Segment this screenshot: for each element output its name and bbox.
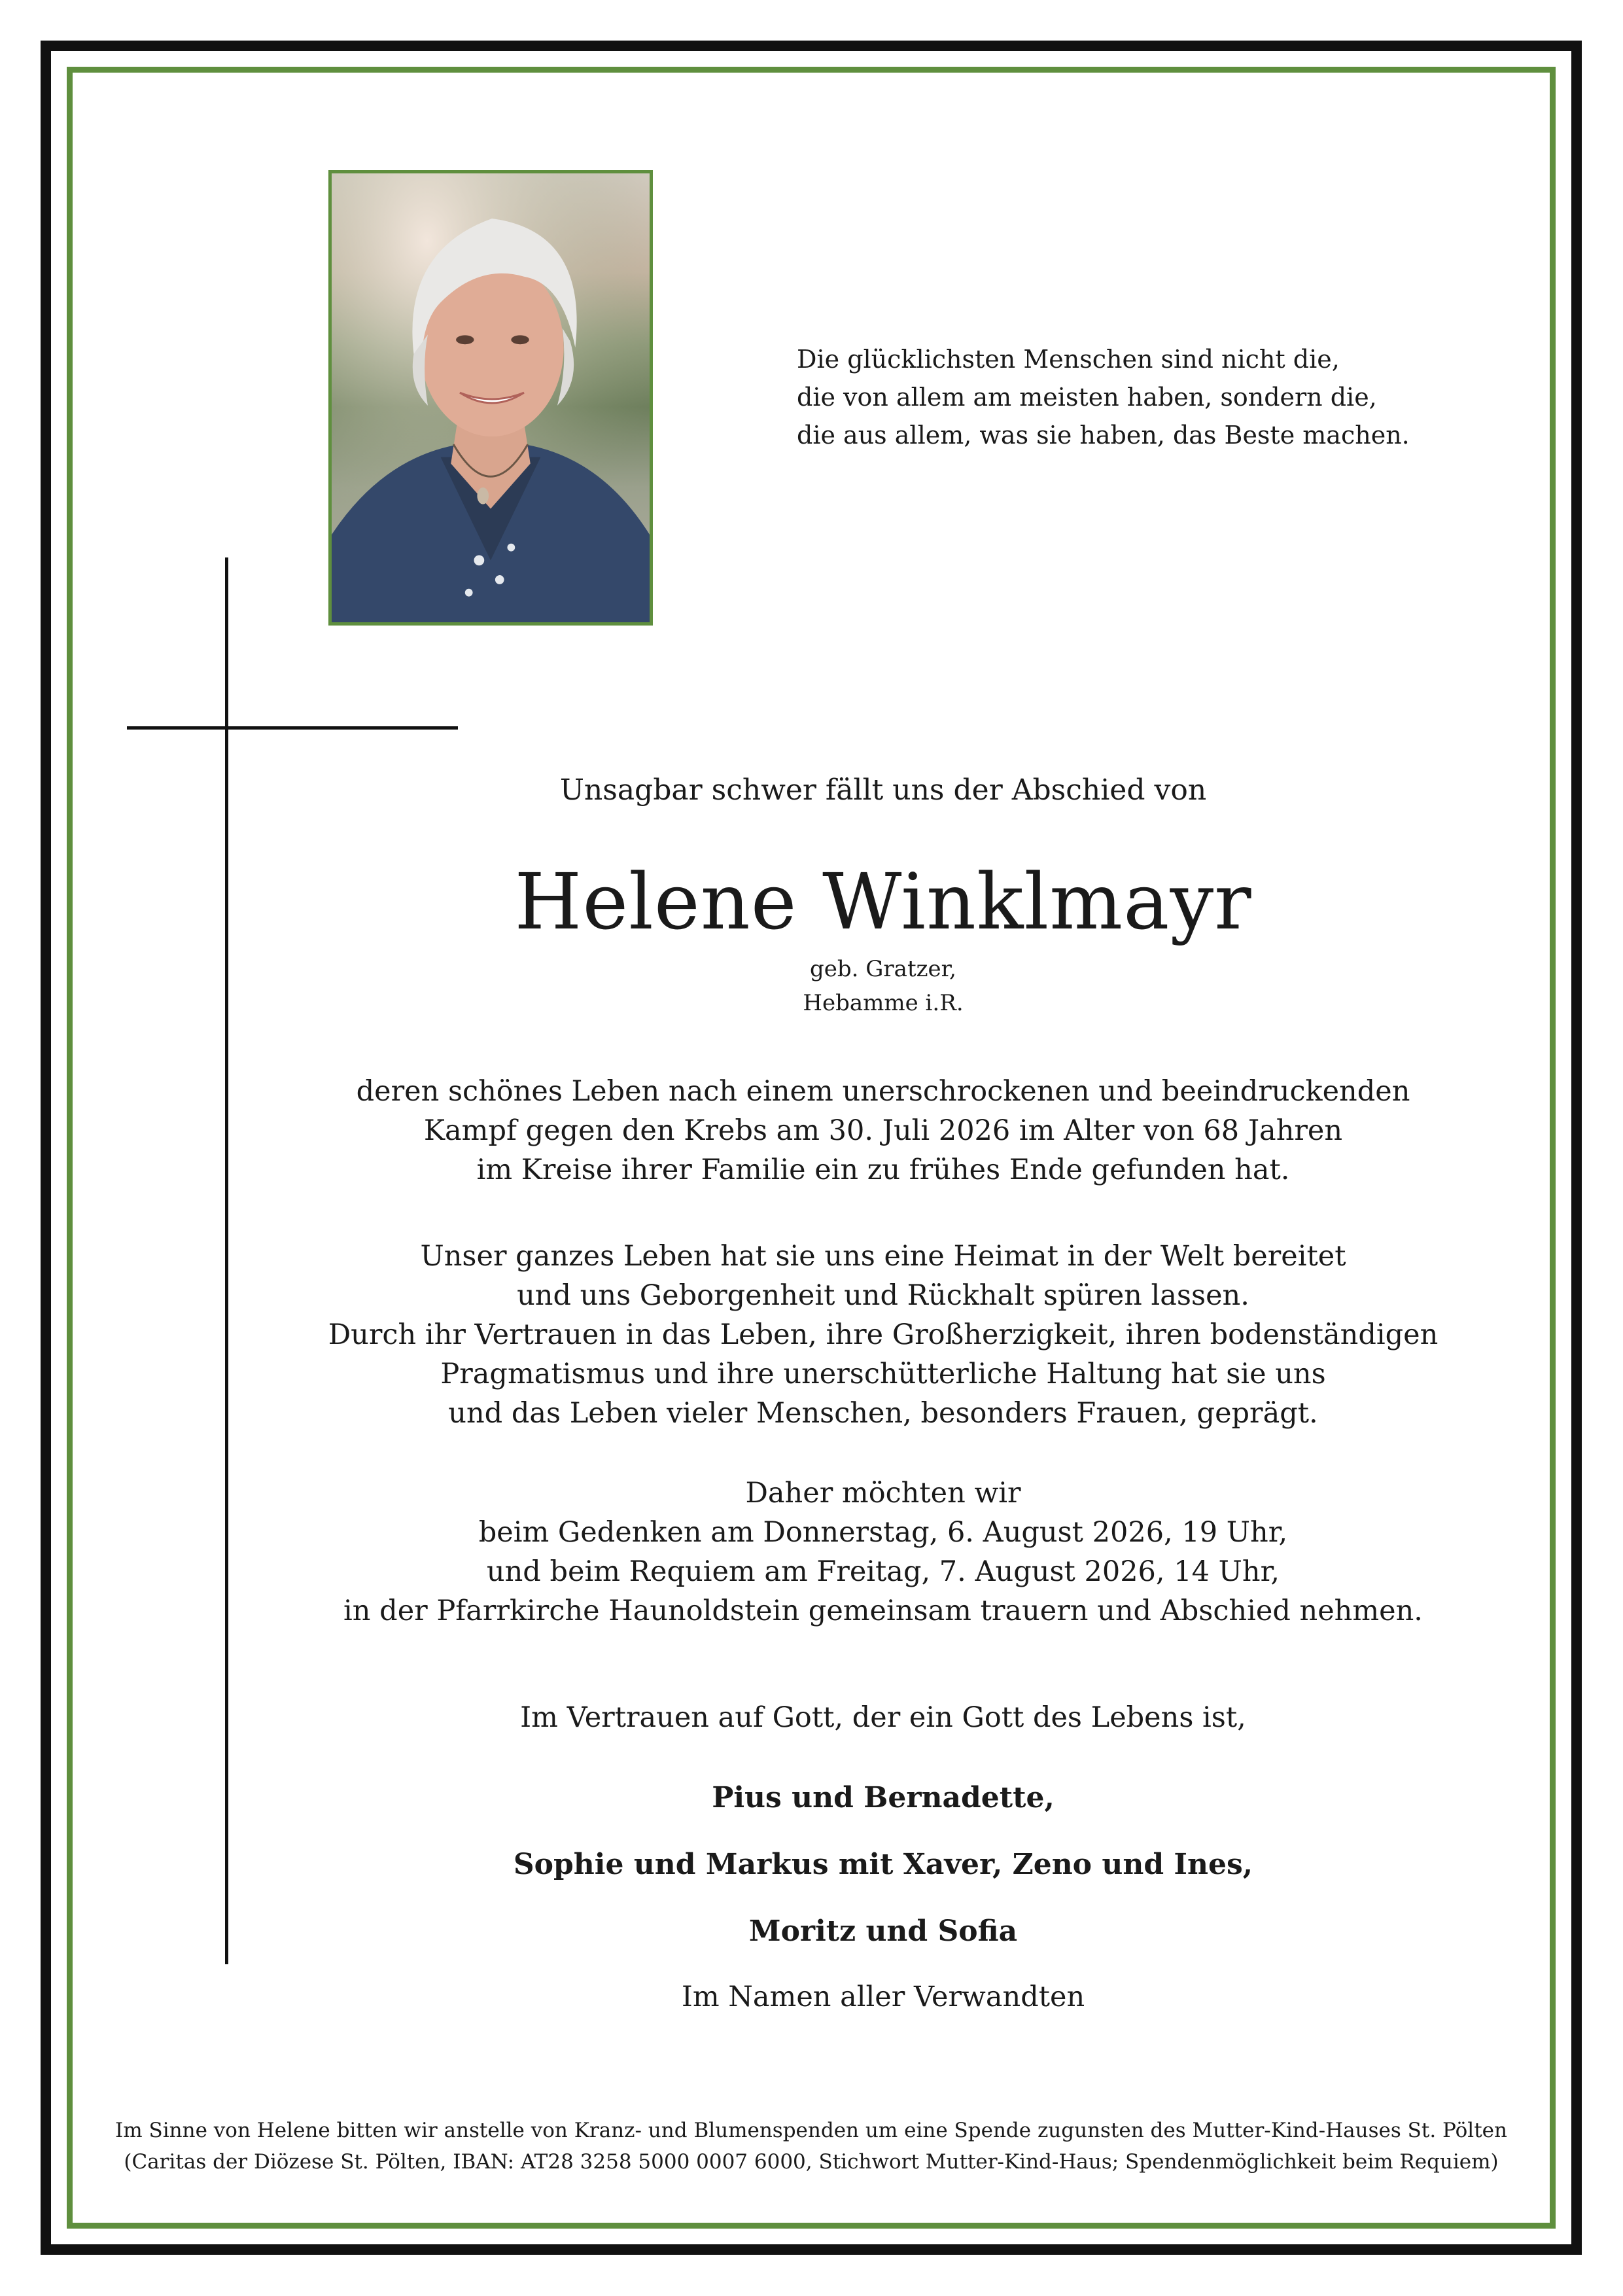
paragraph-line: Daher möchten wir [745, 1477, 1021, 1510]
paragraph-line: Durch ihr Vertrauen in das Leben, ihre Großherzigkeit, ihren bodenständigen [328, 1318, 1439, 1351]
paragraph-tribute [262, 1237, 1505, 1433]
deceased-name: Helene Winklmayr [514, 857, 1252, 947]
intro-text: Unsagbar schwer fällt uns der Abschied von [559, 773, 1207, 807]
paragraph-line: Kampf gegen den Krebs am 30. Juli 2026 im Alter von 68 Jahren [423, 1114, 1343, 1147]
paragraph-line: und uns Geborgenheit und Rückhalt spüren lassen. [517, 1279, 1249, 1312]
family-names: Pius und Bernadette, [712, 1781, 1055, 1814]
faith-statement: Im Vertrauen auf Gott, der ein Gott des Lebens ist, [520, 1701, 1246, 1734]
paragraph-line: Pragmatismus und ihre unerschütterliche Haltung hat sie uns [440, 1358, 1326, 1390]
memorial-quote [797, 340, 1451, 454]
paragraph-life [262, 1072, 1505, 1190]
donation-line: Im Sinne von Helene bitten wir anstelle von Kranz- und Blumenspenden um eine Spende zugunsten des Mutter-Kind-Hauses St. Pölten [115, 2119, 1507, 2142]
paragraph-line: Unser ganzes Leben hat sie uns eine Heimat in der Welt bereitet [420, 1240, 1346, 1273]
paragraph-line: im Kreise ihrer Familie ein zu frühes Ende gefunden hat. [476, 1154, 1290, 1186]
quote-line: die aus allem, was sie haben, das Beste machen. [797, 421, 1410, 450]
paragraph-line: und beim Requiem am Freitag, 7. August 2026, 14 Uhr, [486, 1555, 1280, 1588]
cross-vertical-bar [225, 557, 228, 1964]
paragraph-line: deren schönes Leben nach einem unerschrockenen und beeindruckenden [356, 1075, 1410, 1108]
portrait-photo [328, 170, 653, 626]
paragraph-line: in der Pfarrkirche Haunoldstein gemeinsam trauern und Abschied nehmen. [343, 1595, 1423, 1627]
closing-text: Im Namen aller Verwandten [681, 1981, 1085, 2013]
quote-line: Die glücklichsten Menschen sind nicht die, [797, 345, 1340, 374]
deceased-details [262, 952, 1505, 1020]
profession: Hebamme i.R. [803, 990, 964, 1016]
paragraph-services [262, 1474, 1505, 1631]
family-names: Sophie und Markus mit Xaver, Zeno und Ines, [513, 1848, 1253, 1881]
paragraph-line: beim Gedenken am Donnerstag, 6. August 2026, 19 Uhr, [478, 1516, 1288, 1549]
donation-line: (Caritas der Diözese St. Pölten, IBAN: AT28 3258 5000 0007 6000, Stichwort Mutter-Kind-Haus; Spendenmöglichkeit beim Requiem) [124, 2150, 1499, 2174]
family-names: Moritz und Sofia [748, 1915, 1018, 1948]
paragraph-line: und das Leben vieler Menschen, besonders Frauen, geprägt. [448, 1397, 1318, 1430]
birth-name: geb. Gratzer, [810, 956, 956, 982]
quote-line: die von allem am meisten haben, sondern die, [797, 383, 1377, 412]
donation-note [92, 2115, 1531, 2178]
cross-horizontal-bar [127, 726, 458, 730]
